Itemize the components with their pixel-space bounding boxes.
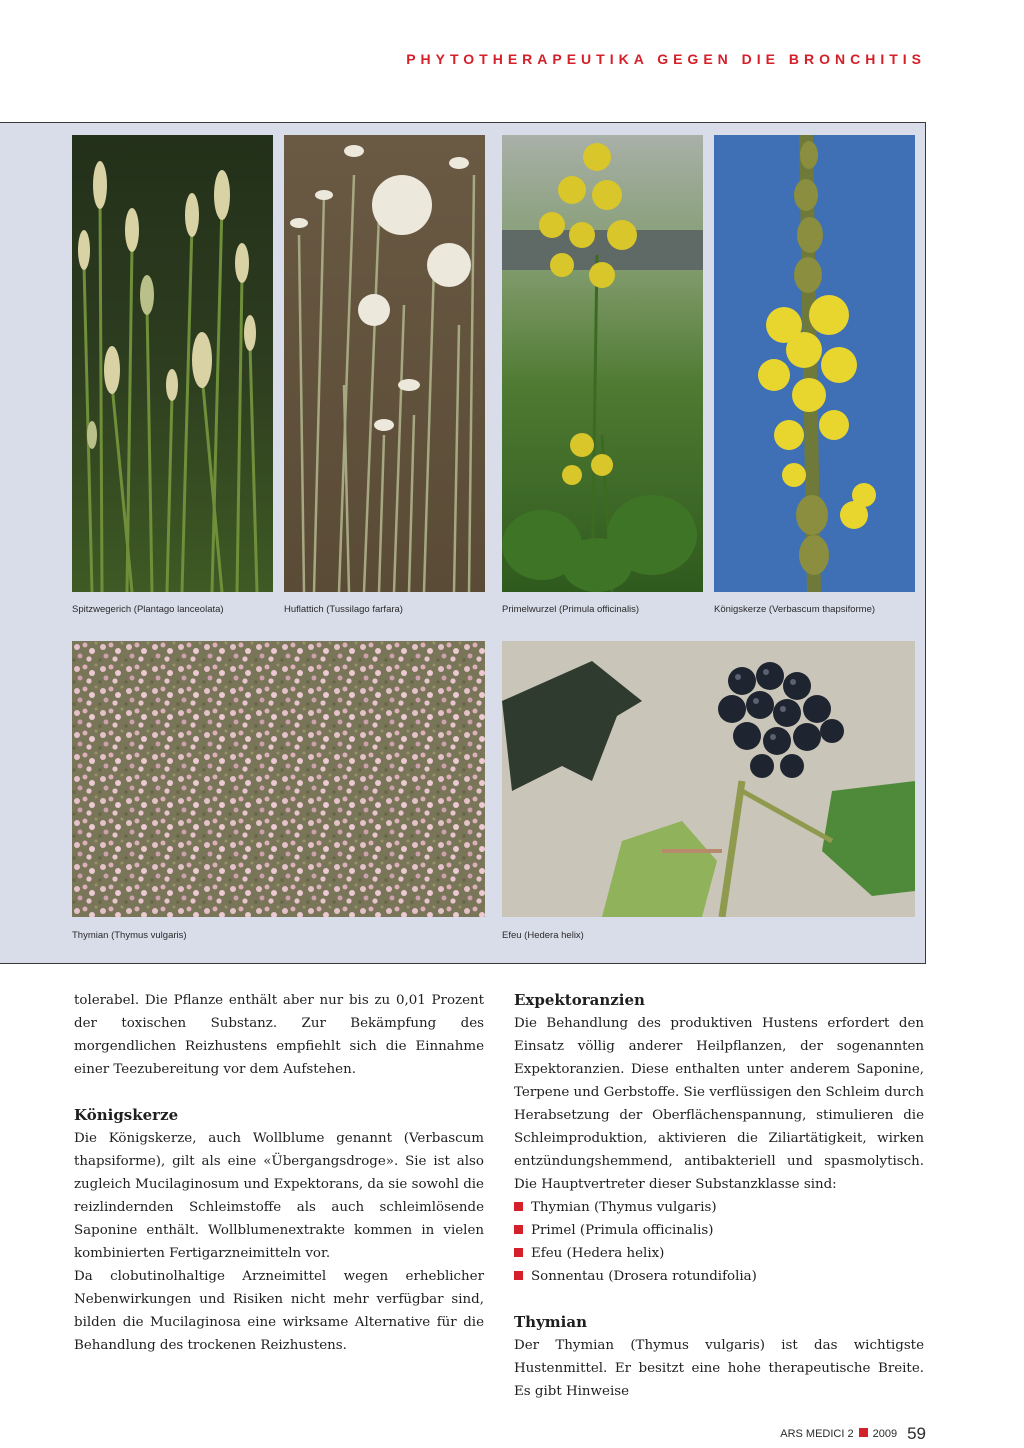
- left-column: [74, 989, 484, 1357]
- thymus-photo-image: [72, 641, 485, 917]
- list-item-text: Thymian (Thymus vulgaris): [531, 1200, 717, 1215]
- caption-huflattich: Huflattich (Tussilago farfara): [284, 604, 403, 615]
- thymian-paragraph: Der Thymian (Thymus vulgaris) ist das wichtigste Hustenmittel. Er besitzt eine hohe therapeutische Breite. Es gibt Hinweise: [514, 1338, 924, 1399]
- koenigskerze-paragraph-1: Die Königskerze, auch Wollblume genannt (Verbascum thapsiforme), gilt als eine «Übergangsdroge». Sie ist also zugleich Mucilaginosum und Expektorans, da sie sowohl die reizlindernden Schleimstoffe als auch schleimlösende Saponine enthält. Wollblumenextrakte kommen in vielen kombinierten Fertigarzneimitteln vor.: [74, 1131, 484, 1261]
- running-title: PHYTOTHERAPEUTIKA GEGEN DIE BRONCHITIS: [406, 51, 926, 67]
- hedera-photo: [502, 641, 915, 917]
- figure-panel: [0, 122, 926, 964]
- caption-thymian: Thymian (Thymus vulgaris): [72, 930, 187, 941]
- tussilago-photo: [284, 135, 485, 592]
- page-number: 59: [907, 1424, 926, 1443]
- list-item: [514, 1196, 924, 1219]
- plantago-photo-image: [72, 135, 273, 592]
- section-heading-koenigskerze: Königskerze: [74, 1106, 179, 1124]
- section-heading-expektoranzien: Expektoranzien: [514, 991, 645, 1009]
- primula-photo-image: [502, 135, 703, 592]
- list-item-text: Sonnentau (Drosera rotundifolia): [531, 1269, 757, 1284]
- bullet-square-icon: [514, 1271, 523, 1280]
- substance-list: [514, 1196, 924, 1288]
- caption-spitzwegerich: Spitzwegerich (Plantago lanceolata): [72, 604, 224, 615]
- plantago-photo: [72, 135, 273, 592]
- section-heading-thymian: Thymian: [514, 1313, 587, 1331]
- journal-year: 2009: [872, 1428, 898, 1440]
- primula-photo: [502, 135, 703, 592]
- bullet-square-icon: [514, 1202, 523, 1211]
- bullet-square-icon: [514, 1225, 523, 1234]
- list-item-text: Efeu (Hedera helix): [531, 1246, 665, 1261]
- tussilago-photo-image: [284, 135, 485, 592]
- verbascum-photo: [714, 135, 915, 592]
- expektoranzien-paragraph: Die Behandlung des produktiven Hustens erfordert den Einsatz völlig anderer Heilpflanzen, der sogenannten Expektoranzien. Diese enthalten unter anderem Saponine, Terpene und Gerbstoffe. Sie verflüssigen den Schleim durch Herabsetzung der Oberflächenspannung, stimulieren die Schleimproduktion, aktivieren die Ziliartätigkeit, wirken entzündungshemmend, antibakteriell und spasmolytisch. Die Hauptvertreter dieser Substanzklasse sind:: [514, 1016, 924, 1192]
- caption-koenigskerze: Königskerze (Verbascum thapsiforme): [714, 604, 876, 615]
- intro-paragraph: tolerabel. Die Pflanze enthält aber nur bis zu 0,01 Prozent der toxischen Substanz. Zur Bekämpfung des morgendlichen Reizhustens empfiehlt sich die Einnahme einer Teezubereitung vor dem Aufstehen.: [74, 993, 484, 1077]
- caption-primelwurzel: Primelwurzel (Primula officinalis): [502, 604, 640, 615]
- list-item: [514, 1242, 924, 1265]
- caption-efeu: Efeu (Hedera helix): [502, 930, 584, 941]
- list-item-text: Primel (Primula officinalis): [531, 1223, 714, 1238]
- verbascum-photo-image: [714, 135, 915, 592]
- journal-name: ARS MEDICI 2: [780, 1428, 854, 1440]
- footer-square-icon: [859, 1428, 868, 1437]
- list-item: [514, 1265, 924, 1288]
- thymus-photo: [72, 641, 485, 917]
- list-item: [514, 1219, 924, 1242]
- bullet-square-icon: [514, 1248, 523, 1257]
- right-column: [514, 989, 924, 1403]
- page-footer: [780, 1424, 926, 1444]
- koenigskerze-paragraph-2: Da clobutinolhaltige Arzneimittel wegen erheblicher Nebenwirkungen und Risiken nicht mehr verfügbar sind, bilden die Mucilaginosa eine wirksame Alternative für die Behandlung des trockenen Reizhustens.: [74, 1269, 484, 1353]
- hedera-photo-image: [502, 641, 915, 917]
